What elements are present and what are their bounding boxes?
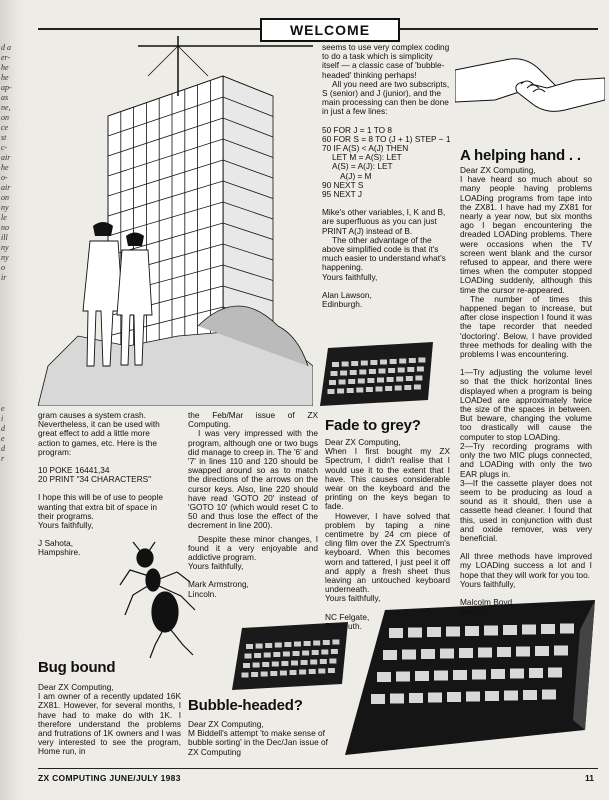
keyboard-key (380, 360, 387, 365)
keyboard-key (302, 651, 309, 656)
method-item: 2—Try recording programs with only the two MIC plugs connected, and LOADing with only the two EAR plugs in. (460, 440, 592, 479)
gutter-fragment: o- (1, 173, 8, 182)
footer-magazine-issue: ZX COMPUTING JUNE/JULY 1983 (38, 773, 181, 783)
keyboard-key (262, 662, 269, 667)
letter-text: I have heard so much about so many people having problems LOADing programs from tape into the ZX81. I have had my ZX81 for nearly a year now, but six months ago I began encountering the dreaded LOADing problems. There were occasions when the TV screen went blank and the cursor refused to appear, and there were times when the computer stopped LOADing suddenly, although this time the cursor re-appeared. (460, 174, 592, 295)
letter-closing: Yours faithfully, (325, 593, 381, 604)
keyboard-key (301, 660, 308, 665)
keyboard-key (265, 643, 272, 648)
keyboard-key (388, 368, 395, 373)
keyboard-key (351, 361, 358, 366)
letter-text: I was very impressed with the program, although one or two bugs did manage to creep in. The '6' and '7' in lines 110 and 120 should be swapped around so as to match the directions of the arrows on the cursor keys. Also, line 220 should have read 'GOTO 20' instead of 'GOTO 10' (which would reset C to 50 and thus lose the effect of the decrement in line 200). (188, 428, 318, 531)
handshake-illustration (455, 40, 605, 140)
gutter-fragment: ap- (1, 83, 12, 92)
keyboard-key (270, 671, 277, 676)
letter-location: Plymouth. (325, 620, 362, 631)
code-line: 20 PRINT "34 CHARACTERS" (38, 474, 152, 485)
keyboard-key (339, 380, 346, 385)
letter-closing: Yours faithfully, (322, 271, 378, 282)
page-number: 11 (585, 773, 594, 783)
gutter-fragment: d (1, 424, 5, 433)
keyboard-key (313, 641, 320, 646)
keyboard-key (503, 625, 517, 635)
keyboard-key (402, 650, 416, 660)
letter-text: When I first bought my ZX Spectrum, I didn't realise that I would use it to the extent that I have. This causes considerable wear on the keyboard and the printing on the keys began to fade. (325, 446, 450, 512)
keyboard-key (554, 646, 568, 656)
keyboard-key (379, 369, 386, 374)
gutter-fragment: no (1, 223, 9, 232)
keyboard-key (478, 648, 492, 658)
keyboard-key (415, 376, 422, 381)
keyboard-key (280, 671, 287, 676)
gutter-fragment: ill (1, 233, 8, 242)
keyboard-key (535, 646, 549, 656)
gutter-fragment: ce (1, 123, 9, 132)
keyboard-key (348, 379, 355, 384)
gutter-fragment: ne, (1, 103, 11, 112)
keyboard-key (465, 626, 479, 636)
keyboard-key (415, 671, 429, 681)
keyboard-key (409, 358, 416, 363)
heading-bug-bound: Bug bound (38, 659, 116, 676)
gutter-fragment: on (1, 113, 9, 122)
code-line: 50 FOR J = 1 TO 8 (322, 124, 393, 135)
heading-fade-to-grey: Fade to grey? (325, 417, 421, 434)
keyboard-key (331, 371, 338, 376)
keyboard-key (370, 360, 377, 365)
keyboard-key (347, 388, 354, 393)
keyboard-key (283, 652, 290, 657)
gutter-fragment: d (1, 444, 5, 453)
gutter-fragment: st (1, 133, 7, 142)
keyboard-key (541, 624, 555, 634)
keyboard-key (350, 370, 357, 375)
building-illustration (38, 36, 313, 406)
keyboard-key (281, 661, 288, 666)
keyboard-key (369, 369, 376, 374)
code-line: 70 IF A(S) < A(J) THEN (322, 143, 409, 154)
gutter-fragment: on (1, 193, 9, 202)
zx81-illustration-top (318, 340, 438, 412)
gutter-fragment: i (1, 414, 4, 423)
keyboard-key (310, 660, 317, 665)
code-line: 60 FOR S = 8 TO (J + 1) STEP − 1 (322, 133, 451, 144)
code-line: 10 POKE 16441,34 (38, 465, 110, 476)
letter-closing: Yours faithfully, (38, 520, 94, 531)
keyboard-key (395, 386, 402, 391)
letter-fade-to-grey (325, 438, 450, 631)
keyboard-key (329, 659, 336, 664)
method-item: 1—Try adjusting the volume level so that the thick horizontal lines displayed when a program is being LOADed are approximately twice the size of the spaces in between. But beware, changing the volume too drastically will cause the computer to stop LOADing. (460, 367, 592, 442)
keyboard-key (251, 672, 258, 677)
code-line: 95 NEXT J (322, 189, 362, 200)
keyboard-key (272, 662, 279, 667)
keyboard-key (290, 670, 297, 675)
keyboard-key (548, 668, 562, 678)
keyboard-key (516, 647, 530, 657)
letter-text: All you need are two subscripts, S (senior) and J (junior), and the main processing can then be done in just a few lines: (322, 78, 450, 117)
keyboard-key (421, 649, 435, 659)
keyboard-key (299, 670, 306, 675)
gutter-fragment: he (1, 163, 9, 172)
keyboard-key (390, 359, 397, 364)
keyboard-key (321, 650, 328, 655)
keyboard-key (484, 626, 498, 636)
letter-author: Alan Lawson, (322, 289, 372, 300)
footer-rule (38, 768, 598, 769)
letter-location: Hampshire. (38, 547, 81, 558)
keyboard-key (385, 386, 392, 391)
keyboard-key (542, 690, 556, 700)
gutter-fragment: c- (1, 143, 8, 152)
keyboard-key (356, 388, 363, 393)
keyboard-key (453, 670, 467, 680)
keyboard-key (390, 694, 404, 704)
heading-helping-hand: A helping hand . . (460, 147, 581, 164)
keyboard-key (358, 379, 365, 384)
keyboard-key (434, 671, 448, 681)
keyboard-key (361, 361, 368, 366)
letter-text: M Biddell's attempt 'to make sense of bubble sorting' in the Dec/Jan issue of ZX Computing (188, 728, 328, 757)
letter-location: Lincoln. (188, 588, 217, 599)
keyboard-key (253, 663, 260, 668)
letter-closing: Yours faithfully, (460, 578, 516, 589)
keyboard-key (337, 389, 344, 394)
keyboard-key (328, 389, 335, 394)
keyboard-key (399, 359, 406, 364)
letter-text: Despite these minor changes, I found it a very enjoyable and addictive program. (188, 533, 318, 563)
letter-bubble-headed (188, 720, 328, 757)
keyboard-key (320, 659, 327, 664)
keyboard-key (323, 640, 330, 645)
keyboard-key (406, 376, 413, 381)
keyboard-key (371, 694, 385, 704)
keyboard-key (377, 378, 384, 383)
keyboard-key (261, 672, 268, 677)
keyboard-key (328, 668, 335, 673)
letter-closing: Yours faithfully, (188, 561, 244, 572)
keyboard-key (275, 643, 282, 648)
letter-text: I hope this will be of use to people wanting that extra bit of space in their programs. (38, 492, 163, 521)
keyboard-key (522, 625, 536, 635)
keyboard-key (291, 661, 298, 666)
code-line: 90 NEXT S (322, 179, 364, 190)
keyboard-key (246, 644, 253, 649)
keyboard-key (309, 669, 316, 674)
keyboard-key (242, 673, 249, 678)
letter-text: seems to use very complex coding to do a task which is simplicity itself — a classic case of 'bubble-headed' thinking perhaps! (322, 42, 450, 80)
keyboard-key (418, 358, 425, 363)
keyboard-key (523, 690, 537, 700)
zx81-illustration-middle (230, 620, 352, 696)
letter-text: However, I have solved that problem by taping a nine centimetre by 24 cm piece of cling film over the ZX Spectrum's keyboard. When this becomes worn and tattered, I just peel it off and apply a fresh sheet thus leaving an untouched keyboard underneath. (325, 510, 450, 595)
keyboard-key (284, 642, 291, 647)
keyboard-key (367, 378, 374, 383)
letter-salutation: Dear ZX Computing, (188, 719, 264, 729)
letter-location: Belfast. (460, 606, 488, 617)
keyboard-key (264, 653, 271, 658)
letter-bug-bound (38, 683, 181, 757)
keyboard-key (447, 692, 461, 702)
letter-text: The other advantage of the above simplified code is that it's much easier to understand what's happening. (322, 234, 446, 273)
method-item: 3—If the cassette player does not seem to be producing as loud a sound as it should, then use a cassette head cleaner. I found that this, used in conjunction with dust and oxide remover, was very beneficial. (460, 477, 592, 543)
letter-text: gram causes a system crash. Nevertheless, it can be used with great effect to add a little more action to games, etc. Here is the program: (38, 410, 160, 457)
keyboard-key (340, 371, 347, 376)
keyboard-key (294, 642, 301, 647)
letter-text: I am owner of a recently updated 16K ZX81. However, for several months, I have had to make do with 1K. I therefore understand the problems and frutrations of 1K owners and I was very interested to see the program, Home run, in (38, 691, 181, 757)
gutter-fragment: le (1, 213, 7, 222)
letter-text: the Feb/Mar issue of ZX Computing. (188, 410, 318, 430)
letter-column-middle (188, 411, 318, 599)
gutter-fragment: e (1, 404, 5, 413)
keyboard-key (417, 367, 424, 372)
gutter-fragment: ir (1, 273, 7, 282)
letter-text: Mike's other variables, I, K and B, are superfluous as you can just PRINT A(J) instead of B. (322, 207, 446, 236)
code-block (322, 126, 452, 200)
keyboard-key (245, 654, 252, 659)
keyboard-key (409, 693, 423, 703)
keyboard-key (377, 672, 391, 682)
keyboard-key (440, 649, 454, 659)
keyboard-key (256, 644, 263, 649)
keyboard-key (404, 385, 411, 390)
gutter-fragment: d a (1, 43, 11, 52)
keyboard-key (504, 691, 518, 701)
keyboard-key (407, 367, 414, 372)
keyboard-key (396, 672, 410, 682)
letter-salutation: Dear ZX Computing, (38, 682, 114, 692)
gutter-fragment: air (1, 153, 11, 162)
keyboard-key (428, 693, 442, 703)
keyboard-key (331, 649, 338, 654)
gutter-fragment: e (1, 434, 5, 443)
keyboard-key (414, 385, 421, 390)
letter-author: J Sahota, (38, 538, 74, 549)
keyboard-key (396, 377, 403, 382)
keyboard-key (387, 377, 394, 382)
keyboard-key (485, 691, 499, 701)
keyboard-key (318, 669, 325, 674)
letter-helping-hand (460, 166, 592, 616)
keyboard-key (329, 380, 336, 385)
keyboard-key (359, 370, 366, 375)
letter-author: NC Felgate, (325, 611, 370, 622)
section-title: WELCOME (260, 18, 400, 42)
gutter-fragment: air (1, 183, 11, 192)
gutter-fragment: o (1, 263, 5, 272)
gutter-fragment: he (1, 73, 9, 82)
keyboard-key (293, 651, 300, 656)
keyboard-key (491, 669, 505, 679)
code-line: A(J) = M (340, 170, 372, 181)
gutter-fragment: er- (1, 53, 11, 62)
keyboard-key (497, 647, 511, 657)
keyboard-key (273, 652, 280, 657)
keyboard-key (529, 668, 543, 678)
keyboard-key (332, 640, 339, 645)
keyboard-key (560, 624, 574, 634)
code-line: LET M = A(S): LET (332, 152, 402, 163)
gutter-fragment: ny (1, 243, 9, 252)
keyboard-key (312, 650, 319, 655)
heading-bubble-headed: Bubble-headed? (188, 697, 303, 714)
gutter-fragment: as (1, 93, 9, 102)
letter-column-right-middle (322, 43, 452, 309)
letter-salutation: Dear ZX Computing, (460, 165, 536, 175)
keyboard-key (466, 692, 480, 702)
letter-location: Edinburgh. (322, 299, 363, 310)
keyboard-key (398, 368, 405, 373)
letter-author: Mark Armstrong, (188, 579, 249, 590)
keyboard-key (304, 641, 311, 646)
keyboard-key (254, 653, 261, 658)
code-line: A(S) = A(J): LET (332, 161, 393, 172)
letter-column-left (38, 411, 173, 558)
keyboard-key (342, 362, 349, 367)
keyboard-key (510, 669, 524, 679)
gutter-fragment: r (1, 454, 5, 463)
letter-salutation: Dear ZX Computing, (325, 437, 401, 447)
letter-text: All three methods have improved my LOADing success a lot and I hope that they will work for you too. (460, 551, 592, 580)
keyboard-key (332, 362, 339, 367)
keyboard-key (459, 648, 473, 658)
keyboard-key (366, 387, 373, 392)
keyboard-key (376, 387, 383, 392)
letter-author: Malcolm Boyd, (460, 596, 515, 607)
gutter-fragment: ny (1, 253, 9, 262)
keyboard-key (383, 650, 397, 660)
letter-text: The number of times this happened began to increase, but after close inspection I found it was the tape recorder that needed 'doctoring'. Below, I have provided three methods for dealing with the problems I was encountering. (460, 293, 592, 360)
keyboard-key (243, 663, 250, 668)
gutter-fragment: he (1, 63, 9, 72)
keyboard-key (472, 670, 486, 680)
gutter-fragment: ny (1, 203, 9, 212)
